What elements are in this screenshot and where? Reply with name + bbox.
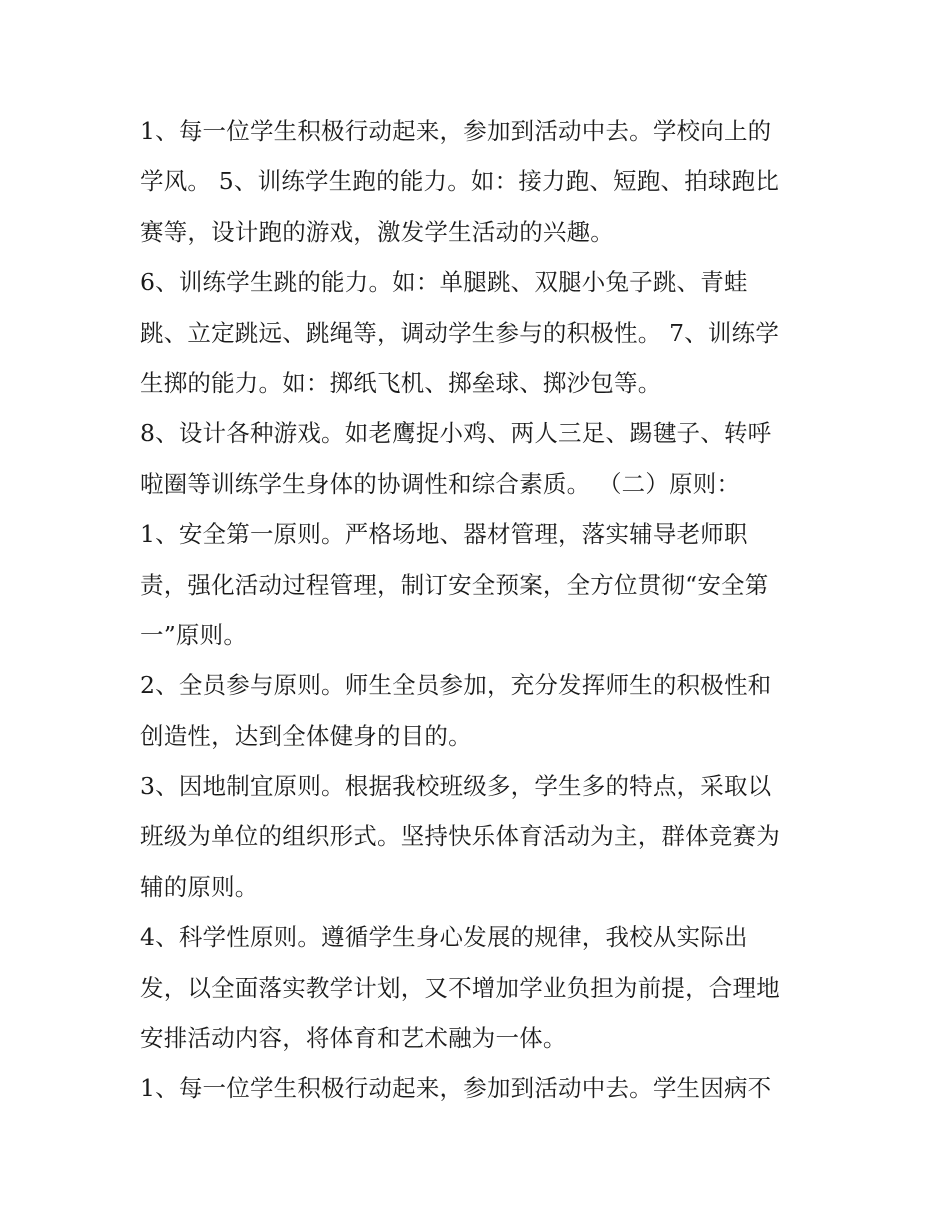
text-line: 安排活动内容，将体育和艺术融为一体。 — [140, 1024, 567, 1053]
text-line: 一”原则。 — [140, 620, 248, 649]
text-line: 创造性，达到全体健身的目的。 — [140, 721, 472, 750]
text-line: 辅的原则。 — [140, 872, 259, 901]
text-line: 跳、立定跳远、跳绳等，调动学生参与的积极性。 7、训练学 — [140, 318, 780, 347]
text-line: 1、每一位学生积极行动起来，参加到活动中去。学校向上的 — [140, 117, 772, 145]
text-line: 发，以全面落实教学计划，又不增加学业负担为前提，合理地 — [140, 973, 780, 1002]
text-line: 班级为单位的组织形式。坚持快乐体育活动为主，群体竞赛为 — [140, 822, 780, 851]
text-line: 赛等，设计跑的游戏，激发学生活动的兴趣。 — [140, 217, 614, 246]
text-line: 1、每一位学生积极行动起来，参加到活动中去。学生因病不 — [140, 1074, 772, 1103]
text-line: 6、训练学生跳的能力。如：单腿跳、双腿小兔子跳、青蛙 — [140, 268, 748, 297]
document-body — [140, 106, 820, 1114]
text-line: 啦圈等训练学生身体的协调性和综合素质。 （二）原则： — [140, 469, 741, 498]
text-line: 3、因地制宜原则。根据我校班级多，学生多的特点，采取以 — [140, 772, 772, 801]
text-line: 2、全员参与原则。师生全员参加，充分发挥师生的积极性和 — [140, 671, 772, 700]
text-line: 4、科学性原则。遵循学生身心发展的规律，我校从实际出 — [140, 923, 748, 952]
text-line: 责，强化活动过程管理，制订安全预案，全方位贯彻“安全第 — [140, 570, 769, 599]
text-line: 1、安全第一原则。严格场地、器材管理，落实辅导老师职 — [140, 520, 748, 549]
text-line: 学风。 5、训练学生跑的能力。如：接力跑、短跑、拍球跑比 — [140, 167, 780, 196]
text-line: 8、设计各种游戏。如老鹰捉小鸡、两人三足、踢毽子、转呼 — [140, 419, 772, 448]
text-line: 生掷的能力。如：掷纸飞机、掷垒球、掷沙包等。 — [140, 368, 662, 397]
